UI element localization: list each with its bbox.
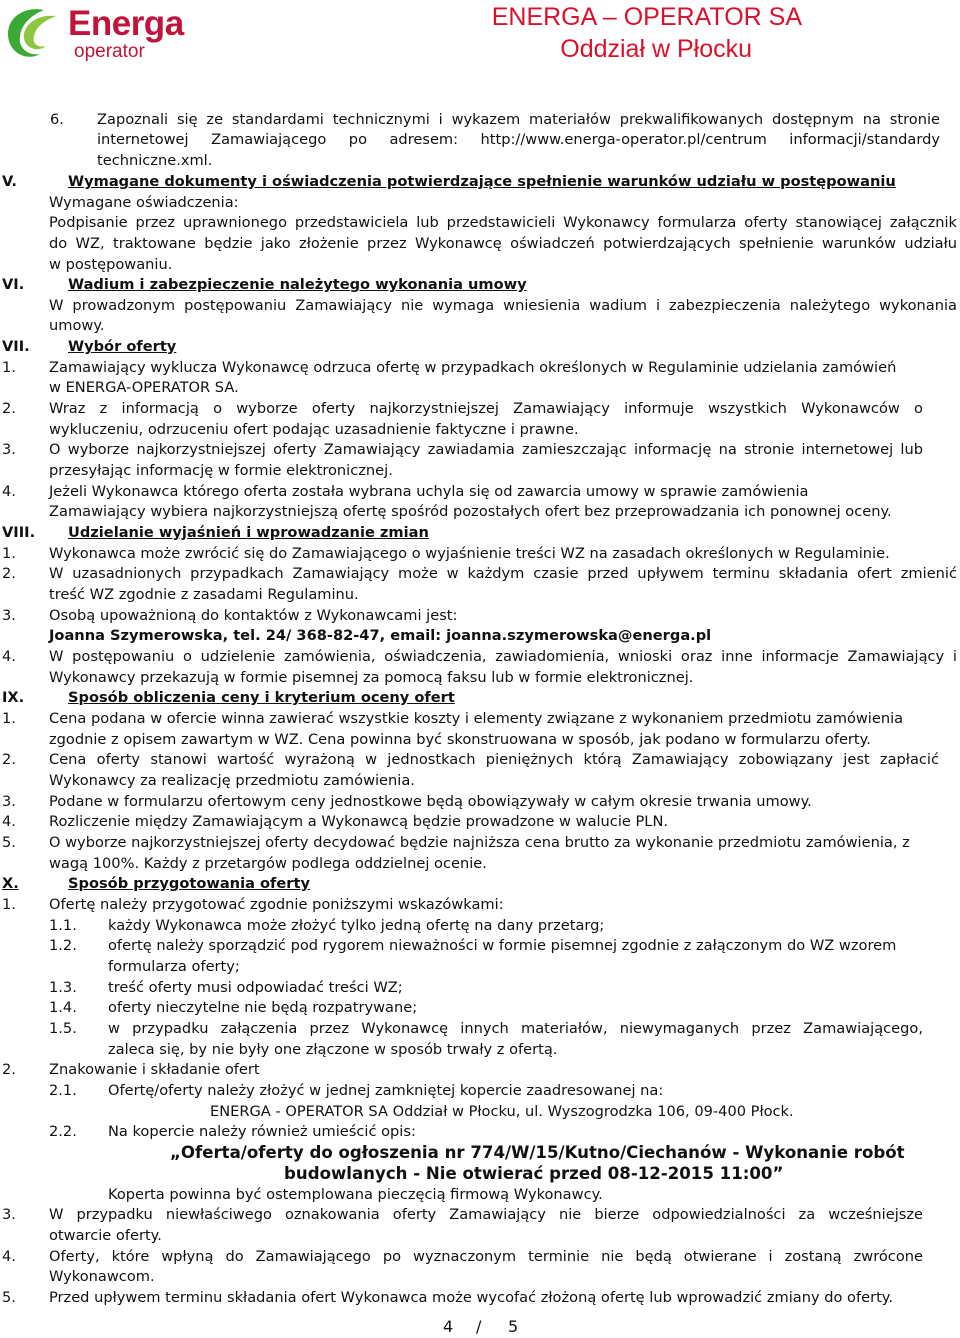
paragraph-line: Rozliczenie między Zamawiającym a Wykonawcą będzie prowadzone w walucie PLN.	[49, 813, 668, 830]
logo-name: Energa	[68, 4, 184, 43]
list-number: 1.2.	[49, 937, 77, 954]
list-number: 1.5.	[49, 1020, 77, 1037]
paragraph-line: Ofertę/oferty należy złożyć w jednej zamkniętej kopercie zaadresowanej na:	[108, 1082, 664, 1099]
energa-leaf-icon	[4, 4, 66, 64]
paragraph-line: O wyborze najkorzystniejszej oferty decydować będzie najniższa cena brutto za wykonanie przedmiotu zamówienia, z	[49, 834, 910, 851]
paragraph-line: Ofertę należy przygotować zgodnie poniższymi wskazówkami:	[49, 896, 504, 913]
page-total: 5	[508, 1317, 519, 1336]
section-title: Udzielanie wyjaśnień i wprowadzanie zmian	[68, 524, 429, 541]
list-number: 1.	[2, 710, 16, 727]
list-number: 1.1.	[49, 917, 77, 934]
list-number: 4.	[2, 1248, 16, 1265]
paragraph-line: wykluczeniu, odrzuceniu ofert podając uzasadnienie faktyczne i prawne.	[49, 421, 579, 438]
section-number: VI.	[2, 276, 25, 293]
section-number: IX.	[2, 689, 25, 706]
paragraph-line: Jeżeli Wykonawca którego oferta została wybrana uchyla się od zawarcia umowy w sprawie zamówienia	[49, 483, 809, 500]
section-number: VIII.	[2, 524, 36, 541]
list-number: 4.	[2, 813, 16, 830]
page-current: 4	[443, 1317, 454, 1336]
section-title: Sposób przygotowania oferty	[68, 875, 310, 892]
section-number: V.	[2, 173, 17, 190]
paragraph-line: każdy Wykonawca może złożyć tylko jedną ofertę na dany przetarg;	[108, 917, 605, 934]
company-name: ENERGA – OPERATOR SA	[491, 3, 802, 31]
list-number: 1.	[2, 359, 16, 376]
paragraph-line: Podpisanie przez uprawnionego przedstawiciela lub przedstawicieli Wykonawcy formularza oferty stanowiącej załącznik	[49, 214, 957, 231]
list-number: 3.	[2, 607, 16, 624]
paragraph-line: Zamawiający wyklucza Wykonawcę odrzuca ofertę w przypadkach określonych w Regulaminie udzielania zamówień	[49, 359, 897, 376]
list-number: 3.	[2, 441, 16, 458]
section-title: Wadium i zabezpieczenie należytego wykonania umowy	[68, 276, 527, 293]
paragraph-line: Przed upływem terminu składania ofert Wykonawca może wycofać złożoną ofertę lub wprowadzić zmiany do oferty.	[49, 1289, 894, 1306]
paragraph-line: formularza oferty;	[108, 958, 240, 975]
paragraph-line: Osobą upoważnioną do kontaktów z Wykonawcami jest:	[49, 607, 458, 624]
branch-name: Oddział w Płocku	[560, 35, 752, 63]
list-number: 3.	[2, 793, 16, 810]
paragraph-line: techniczne.xml.	[97, 152, 213, 169]
paragraph-line: Na kopercie należy również umieścić opis:	[108, 1123, 416, 1140]
logo-subtitle: operator	[74, 41, 145, 62]
address-line: ENERGA - OPERATOR SA Oddział w Płocku, ul. Wyszogrodzka 106, 09-400 Płock.	[210, 1103, 794, 1120]
contact-person: Joanna Szymerowska, tel. 24/ 368-82-47, email: joanna.szymerowska@energa.pl	[49, 627, 712, 644]
paragraph-line: treść WZ zgodnie z zasadami Regulaminu.	[49, 586, 359, 603]
paragraph-line: internetowej Zamawiającego po adresem: http://www.energa-operator.pl/centrum informacji/standardy	[97, 131, 940, 148]
paragraph-line: zaleca się, by nie były one złączone w sposób trwały z ofertą.	[108, 1041, 558, 1058]
list-number: 5.	[2, 1289, 16, 1306]
paragraph-line: ofertę należy sporządzić pod rygorem nieważności w formie pisemnej zgodnie z załączonym do WZ wzorem	[108, 937, 897, 954]
paragraph-line: Zamawiający wybiera najkorzystniejszą ofertę spośród pozostałych ofert bez przeprowadzania ich ponownej oceny.	[49, 503, 892, 520]
list-number: 3.	[2, 1206, 16, 1223]
envelope-label: budowlanych - Nie otwierać przed 08-12-2015 11:00”	[284, 1164, 784, 1183]
section-number: VII.	[2, 338, 30, 355]
paragraph-line: oferty nieczytelne nie będą rozpatrywane;	[108, 999, 418, 1016]
paragraph-line: w przypadku załączenia przez Wykonawcę innych materiałów, niewymaganych przez Zamawiającego,	[108, 1020, 923, 1037]
list-number: 2.	[2, 1061, 16, 1078]
paragraph-line: Wykonawcy przekazują w formie pisemnej za pomocą faksu lub w formie elektronicznej.	[49, 669, 694, 686]
list-number: 6.	[50, 111, 64, 128]
paragraph-line: W postępowaniu o udzielenie zamówienia, oświadczenia, zawiadomienia, wnioski oraz inne informacje Zamawiający i	[49, 648, 957, 665]
paragraph-line: W prowadzonym postępowaniu Zamawiający nie wymaga wniesienia wadium i zabezpieczenia należytego wykonania	[49, 297, 957, 314]
paragraph-line: przesyłając informację w formie elektronicznej.	[49, 462, 393, 479]
paragraph-line: O wyborze najkorzystniejszej oferty Zamawiający zawiadamia zamieszczając informację na stronie internetowej lub	[49, 441, 923, 458]
section-title: Wybór oferty	[68, 338, 177, 355]
paragraph-line: Wykonawcom.	[49, 1268, 155, 1285]
page-separator: /	[476, 1317, 482, 1336]
section-title: Sposób obliczenia ceny i kryterium oceny ofert	[68, 689, 455, 706]
paragraph-line: otwarcie oferty.	[49, 1227, 162, 1244]
paragraph-line: Oferty, które wpłyną do Zamawiającego po wyznaczonym terminie nie będą otwierane i zostaną zwrócone	[49, 1248, 923, 1265]
energa-logo	[4, 2, 204, 64]
paragraph-line: treść oferty musi odpowiadać treści WZ;	[108, 979, 403, 996]
paragraph-line: Podane w formularzu ofertowym ceny jednostkowe będą obowiązywały w całym okresie trwania umowy.	[49, 793, 812, 810]
section-title: Wymagane dokumenty i oświadczenia potwierdzające spełnienie warunków udziału w postępowaniu	[68, 173, 896, 190]
paragraph-line: w ENERGA-OPERATOR SA.	[49, 379, 239, 396]
paragraph-line: Zapoznali się ze standardami technicznymi i wykazem materiałów prekwalifikowanych dostępnym na stronie	[97, 111, 940, 128]
list-number: 1.	[2, 545, 16, 562]
list-number: 2.	[2, 400, 16, 417]
paragraph-line: Wykonawca może zwrócić się do Zamawiającego o wyjaśnienie treści WZ na zasadach określonych w Regulaminie.	[49, 545, 890, 562]
list-number: 1.4.	[49, 999, 77, 1016]
paragraph-line: W uzasadnionych przypadkach Zamawiający może w każdym czasie przed upływem terminu składania ofert zmienić	[49, 565, 957, 582]
list-number: 5.	[2, 834, 16, 851]
paragraph-line: Koperta powinna być ostemplowana pieczęcią firmową Wykonawcy.	[108, 1186, 603, 1203]
paragraph-line: umowy.	[49, 317, 105, 334]
paragraph-line: Wraz z informacją o wyborze oferty najkorzystniejszej Zamawiający informuje wszystkich Wykonawców o	[49, 400, 923, 417]
paragraph-line: W przypadku niewłaściwego oznakowania oferty Zamawiający nie bierze odpowiedzialności za wcześniejsze	[49, 1206, 923, 1223]
list-number: 4.	[2, 648, 16, 665]
list-number: 2.	[2, 565, 16, 582]
paragraph-line: Wykonawcy za realizację przedmiotu zamówienia.	[49, 772, 415, 789]
list-number: 2.2.	[49, 1123, 77, 1140]
paragraph-line: wagą 100%. Każdy z przetargów podlega oddzielnej ocenie.	[49, 855, 487, 872]
paragraph-line: w postępowaniu.	[49, 256, 173, 273]
paragraph-line: Cena oferty stanowi wartość wyrażoną w jednostkach pieniężnych którą Zamawiający zobowiązany jest zapłacić	[49, 751, 939, 768]
section-number: X.	[2, 875, 19, 892]
list-number: 2.	[2, 751, 16, 768]
list-number: 2.1.	[49, 1082, 77, 1099]
list-number: 4.	[2, 483, 16, 500]
paragraph-line: Wymagane oświadczenia:	[49, 194, 239, 211]
list-number: 1.	[2, 896, 16, 913]
paragraph-line: Cena podana w ofercie winna zawierać wszystkie koszty i elementy związane z wykonaniem przedmiotu zamówienia	[49, 710, 904, 727]
paragraph-line: Znakowanie i składanie ofert	[49, 1061, 260, 1078]
list-number: 1.3.	[49, 979, 77, 996]
paragraph-line: do WZ, traktowane będzie jako złożenie przez Wykonawcę oświadczeń potwierdzających spełnienie warunków udziału	[49, 235, 957, 252]
paragraph-line: zgodnie z opisem zawartym w WZ. Cena powinna być skonstruowana w sposób, jak podano w formularzu oferty.	[49, 731, 871, 748]
envelope-label: „Oferta/oferty do ogłoszenia nr 774/W/15/Kutno/Ciechanów - Wykonanie robót	[170, 1143, 905, 1162]
